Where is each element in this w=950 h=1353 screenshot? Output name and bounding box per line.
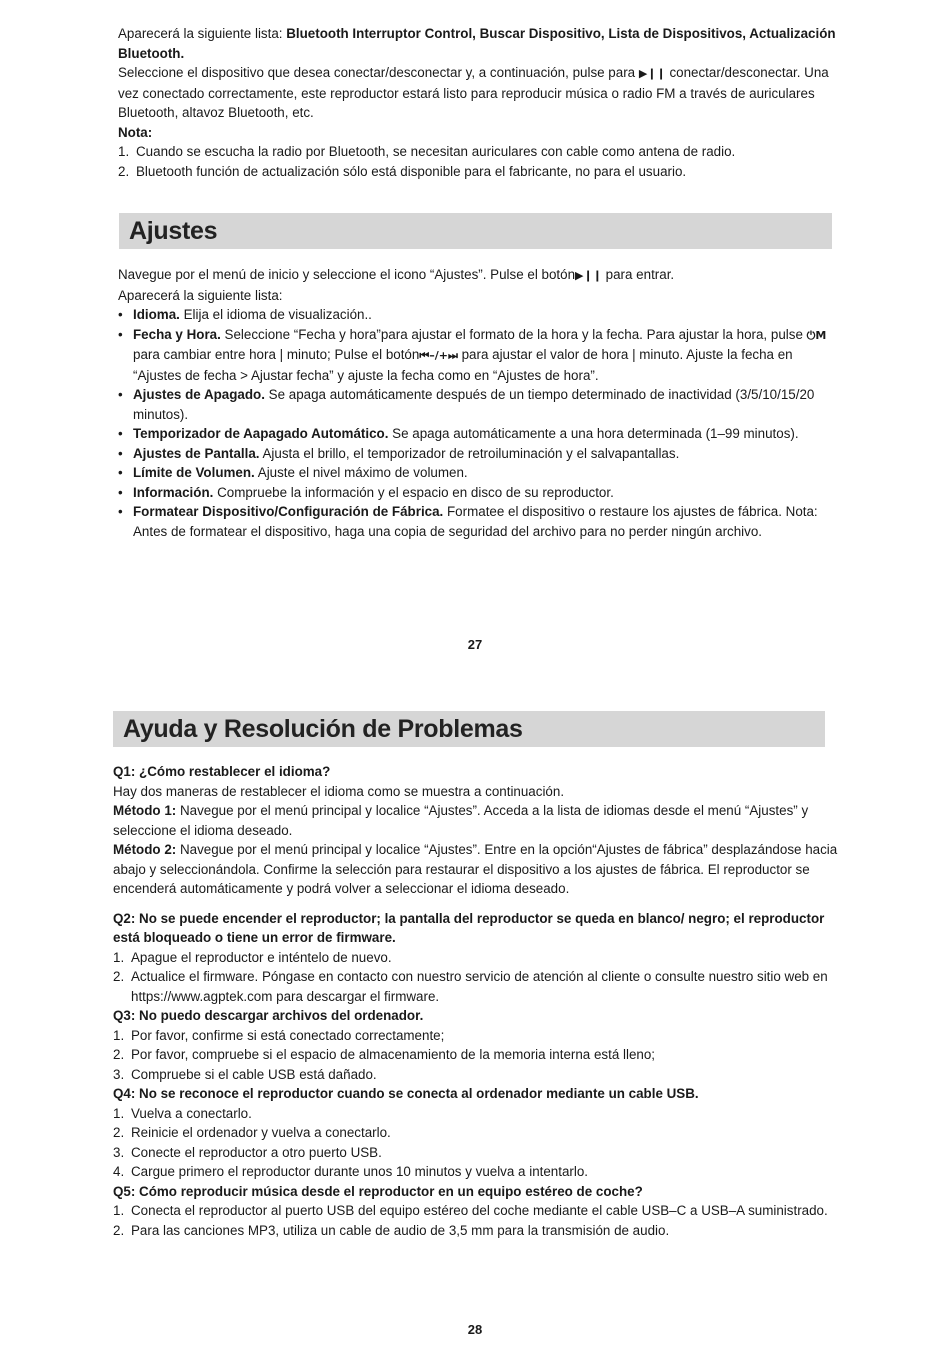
list-item: 2. Actualice el firmware. Póngase en contacto con nuestro servicio de atención al cliente o consulte nuestro sitio web en https://www.agptek.com para descargar el firmware. bbox=[113, 969, 828, 1004]
list-item: 1. Vuelva a conectarlo. bbox=[113, 1105, 252, 1121]
troubleshooting-heading: Ayuda y Resolución de Problemas bbox=[123, 715, 523, 743]
list-item: • Límite de Volumen. Ajuste el nivel máximo de volumen. bbox=[118, 465, 468, 480]
question-1: Q1: ¿Cómo restablecer el idioma? bbox=[113, 764, 331, 779]
settings-heading: Ajustes bbox=[129, 217, 218, 245]
list-item: 3. Compruebe si el cable USB está dañado. bbox=[113, 1066, 377, 1082]
settings-heading-band bbox=[119, 213, 832, 249]
q3-list bbox=[113, 1026, 841, 1085]
play-pause-icon: ▶❙❙ bbox=[638, 67, 666, 80]
list-item: 2. Reinicie el ordenador y vuelva a conectarlo. bbox=[113, 1125, 391, 1140]
troubleshooting-heading-band bbox=[113, 711, 825, 747]
question-2: Q2: No se puede encender el reproductor; la pantalla del reproductor se queda en blanco/ negro; el reproductor está bloqueado o tiene un error de firmware. bbox=[113, 910, 825, 945]
play-pause-icon: ▶❙❙ bbox=[575, 269, 602, 282]
list-item: 1. Cuando se escucha la radio por Bluetooth, se necesitan auriculares con cable como antena de radio. bbox=[118, 144, 736, 159]
question-5: Q5: Cómo reproducir música desde el reproductor en un equipo estéreo de coche? bbox=[113, 1183, 643, 1199]
list-item: 1. Apague el reproductor e inténtelo de nuevo. bbox=[113, 949, 392, 965]
note-label: Nota: bbox=[118, 124, 153, 140]
notes-list bbox=[118, 142, 840, 181]
list-item: • Ajustes de Apagado. Se apaga automáticamente después de un tiempo determinado de inactividad (3/5/10/15/20 minutos). bbox=[118, 387, 815, 422]
list-item: • Temporizador de Aapagado Automático. Se apaga automáticamente a una hora determinada (1–99 minutos). bbox=[118, 426, 799, 441]
bluetooth-list-options: Bluetooth Interruptor Control, Buscar Dispositivo, Lista de Dispositivos, Actualización Bluetooth. bbox=[118, 26, 836, 61]
q2-list bbox=[113, 948, 841, 1007]
list-item: • Información. Compruebe la información y el espacio en disco de su reproductor. bbox=[118, 484, 614, 500]
list-item: 1. Conecta el reproductor al puerto USB del equipo estéreo del coche mediante el cable USB–C a USB–A suministrado. bbox=[113, 1203, 828, 1218]
list-item: • Fecha y Hora. Seleccione “Fecha y hora”para ajustar el formato de la hora y la fecha. Para ajustar la hora, pulse ⏻M para cambiar entre hora | minuto; Pulse el botón⏮–/+⏭ para ajustar el valor de hora | minuto. Ajuste la fecha en “Ajustes de fecha > Ajustar fecha” y ajuste la fecha como en “Ajustes de hora”. bbox=[118, 326, 827, 383]
bluetooth-list-paragraph: Aparecerá la siguiente lista: Bluetooth Interruptor Control, Buscar Dispositivo, Lista de Dispositivos, Actualización Bluetooth. bbox=[118, 26, 836, 61]
list-item: 2. Para las canciones MP3, utiliza un cable de audio de 3,5 mm para la transmisión de audio. bbox=[113, 1222, 670, 1238]
bluetooth-connect-paragraph: Seleccione el dispositivo que desea conectar/desconectar y, a continuación, pulse para ▶❙❙ conectar/desconectar. Una vez conectado correctamente, este reproductor estará listo para reproducir música o radio FM a través de auriculares Bluetooth, altavoz Bluetooth, etc. bbox=[118, 65, 829, 120]
list-item: 2. Por favor, compruebe si el espacio de almacenamiento de la memoria interna está lleno; bbox=[113, 1047, 656, 1062]
settings-section bbox=[118, 265, 840, 541]
power-mode-icon: ⏻M bbox=[806, 328, 827, 342]
question-3: Q3: No puedo descargar archivos del ordenador. bbox=[113, 1008, 424, 1023]
list-item: 2. Bluetooth función de actualización sólo está disponible para el fabricante, no para el usuario. bbox=[118, 163, 687, 179]
list-item: 1. Por favor, confirme si está conectado correctamente; bbox=[113, 1027, 445, 1043]
list-item: • Ajustes de Pantalla. Ajusta el brillo, el temporizador de retroiluminación y el salvapantallas. bbox=[118, 445, 680, 461]
q5-list bbox=[113, 1201, 841, 1240]
settings-intro: Navegue por el menú de inicio y seleccione el icono “Ajustes”. Pulse el botón▶❙❙ para entrar. bbox=[118, 267, 675, 282]
skip-volume-icon: ⏮–/+⏭ bbox=[419, 349, 458, 362]
q1-intro: Hay dos maneras de restablecer el idioma como se muestra a continuación. bbox=[113, 783, 565, 799]
page-number: 28 bbox=[467, 1322, 483, 1337]
list-item: 3. Conecte el reproductor a otro puerto USB. bbox=[113, 1144, 382, 1160]
settings-list-intro: Aparecerá la siguiente lista: bbox=[118, 287, 283, 303]
list-item: • Formatear Dispositivo/Configuración de Fábrica. Formatee el dispositivo o restaure los ajustes de fábrica. Nota: Antes de formatear el dispositivo, haga una copia de seguridad del archivo para no perder ningún archivo. bbox=[118, 504, 818, 539]
method-2: Método 2: Navegue por el menú principal y localice “Ajustes”. Entre en la opción“Ajustes de fábrica” desplazándose hacia abajo y seleccionándola. Confirme la selección para restaurar el dispositivo a los ajustes de fábrica. El reproductor se encenderá automáticamente y podrá volver a seleccionar el idioma deseado. bbox=[113, 842, 838, 896]
list-item: 4. Cargue primero el reproductor durante unos 10 minutos y vuelva a intentarlo. bbox=[113, 1164, 589, 1179]
method-1: Método 1: Navegue por el menú principal y localice “Ajustes”. Acceda a la lista de idiomas desde el menú “Ajustes” y seleccione el idioma deseado. bbox=[113, 803, 809, 838]
question-4: Q4: No se reconoce el reproductor cuando se conecta al ordenador mediante un cable USB. bbox=[113, 1086, 699, 1101]
list-item: • Idioma. Elija el idioma de visualización.. bbox=[118, 307, 372, 322]
page-number: 27 bbox=[467, 637, 483, 652]
q4-list bbox=[113, 1104, 841, 1182]
bluetooth-section bbox=[118, 24, 840, 181]
settings-list bbox=[118, 305, 840, 541]
troubleshooting-section bbox=[113, 762, 841, 1240]
